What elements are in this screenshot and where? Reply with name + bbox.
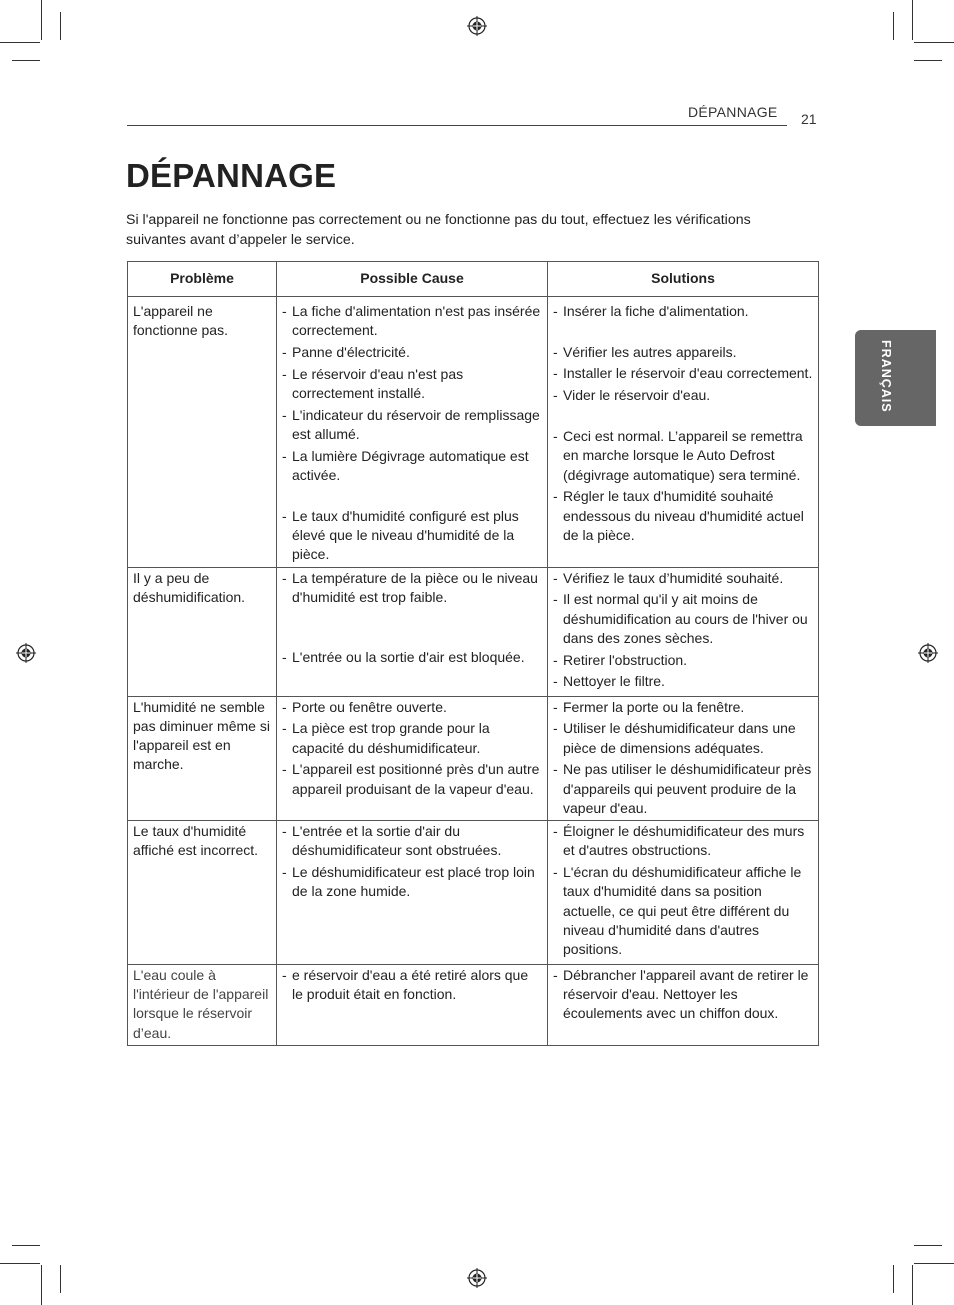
- crop-mark: [893, 1265, 894, 1293]
- crop-mark: [60, 1265, 61, 1293]
- crop-mark: [12, 60, 40, 61]
- problem-cell: Le taux d'humidité affiché est incorrect.: [128, 821, 277, 964]
- list-item: - Débrancher l'appareil avant de retirer le réservoir d'eau. Nettoyer les écoulements avec un chiffon doux.: [553, 966, 813, 1024]
- list-item: - Il est normal qu'il y ait moins de déshumidification au cours de l'hiver ou dans des zones sèches.: [553, 590, 813, 648]
- crop-mark: [893, 12, 894, 40]
- solution-cell: [548, 821, 819, 964]
- list-item: - Éloigner le déshumidificateur des murs et d'autres obstructions.: [553, 822, 813, 861]
- column-header-problem: Problème: [128, 262, 277, 297]
- crop-mark: [914, 1263, 954, 1264]
- list-item: - e réservoir d'eau a été retiré alors que le produit était en fonction.: [282, 966, 542, 1005]
- cause-cell: [277, 696, 548, 821]
- problem-cell: L'humidité ne semble pas diminuer même si l'appareil est en marche.: [128, 696, 277, 821]
- list-item: - Ne pas utiliser le déshumidificateur près d'appareils qui peuvent produire de la vapeur d'eau.: [553, 760, 813, 818]
- problem-cell: L'appareil ne fonctionne pas.: [128, 297, 277, 568]
- registration-mark-icon: [918, 643, 938, 663]
- list-item: - Insérer la fiche d'alimentation.: [553, 302, 813, 321]
- list-item: - L'indicateur du réservoir de remplissage est allumé.: [282, 406, 542, 445]
- cause-cell: [277, 297, 548, 568]
- problem-cell: L'eau coule à l'intérieur de l'appareil lorsque le réservoir d’eau.: [128, 964, 277, 1045]
- list-item: - La température de la pièce ou le niveau d'humidité est trop faible.: [282, 569, 542, 608]
- list-item: - Utiliser le déshumidificateur dans une pièce de dimensions adéquates.: [553, 719, 813, 758]
- solution-cell: [548, 297, 819, 568]
- list-item: - La lumière Dégivrage automatique est activée.: [282, 447, 542, 486]
- crop-mark: [0, 42, 40, 43]
- running-header-section: DÉPANNAGE: [688, 104, 778, 120]
- cause-cell: [277, 964, 548, 1045]
- cause-cell: [277, 821, 548, 964]
- list-item: - Vérifiez le taux d’humidité souhaité.: [553, 569, 813, 588]
- troubleshooting-table: [127, 261, 819, 1046]
- list-item: - Panne d'électricité.: [282, 343, 542, 362]
- list-item: - La fiche d'alimentation n'est pas insérée correctement.: [282, 302, 542, 341]
- list-item: - Nettoyer le filtre.: [553, 672, 813, 691]
- list-item: - Vérifier les autres appareils.: [553, 343, 813, 362]
- solution-cell: [548, 964, 819, 1045]
- list-item: - L'écran du déshumidificateur affiche le taux d'humidité dans sa position actuelle, ce qui peut être différent du niveau d'humidité dans d'autres positions.: [553, 863, 813, 959]
- table-row: [128, 567, 819, 696]
- crop-mark: [912, 0, 913, 40]
- table-row: [128, 964, 819, 1045]
- list-item: - Vider le réservoir d'eau.: [553, 386, 813, 405]
- crop-mark: [41, 0, 42, 40]
- table-row: [128, 696, 819, 821]
- list-item: - Le taux d'humidité configuré est plus élevé que le niveau d'humidité de la pièce.: [282, 507, 542, 565]
- list-item: - Fermer la porte ou la fenêtre.: [553, 698, 813, 717]
- list-item: - Installer le réservoir d'eau correctement.: [553, 364, 813, 383]
- list-item: - Porte ou fenêtre ouverte.: [282, 698, 542, 717]
- solution-cell: [548, 696, 819, 821]
- crop-mark: [914, 42, 954, 43]
- column-header-cause: Possible Cause: [277, 262, 548, 297]
- table-row: [128, 821, 819, 964]
- header-divider: [127, 125, 787, 126]
- crop-mark: [914, 1245, 942, 1246]
- crop-mark: [914, 60, 942, 61]
- crop-mark: [41, 1265, 42, 1305]
- crop-mark: [12, 1245, 40, 1246]
- column-header-solutions: Solutions: [548, 262, 819, 297]
- list-item: - Le déshumidificateur est placé trop loin de la zone humide.: [282, 863, 542, 902]
- list-item: - Régler le taux d'humidité souhaité endessous du niveau d'humidité actuel de la pièce.: [553, 487, 813, 545]
- page-title: DÉPANNAGE: [126, 157, 337, 194]
- cause-cell: [277, 567, 548, 696]
- registration-mark-icon: [16, 643, 36, 663]
- crop-mark: [60, 12, 61, 40]
- list-item: - Retirer l'obstruction.: [553, 651, 813, 670]
- list-item: - L'entrée et la sortie d'air du déshumidificateur sont obstruées.: [282, 822, 542, 861]
- list-item: - La pièce est trop grande pour la capacité du déshumidificateur.: [282, 719, 542, 758]
- page-number: 21: [801, 111, 817, 127]
- table-row: [128, 297, 819, 568]
- registration-mark-icon: [467, 1268, 487, 1288]
- crop-mark: [912, 1265, 913, 1305]
- crop-mark: [0, 1263, 40, 1264]
- list-item: - Le réservoir d'eau n'est pas correctement installé.: [282, 365, 542, 404]
- intro-paragraph: Si l'appareil ne fonctionne pas correctement ou ne fonctionne pas du tout, effectuez les vérifications suivantes avant d’appeler le service.: [126, 212, 751, 248]
- table-header-row: [128, 262, 819, 297]
- language-tab: [855, 330, 936, 426]
- language-tab-label: FRANÇAIS: [879, 340, 893, 413]
- list-item: - L'appareil est positionné près d'un autre appareil produisant de la vapeur d'eau.: [282, 760, 542, 799]
- list-item: - L'entrée ou la sortie d'air est bloquée.: [282, 648, 542, 667]
- list-item: - Ceci est normal. L’appareil se remettra en marche lorsque le Auto Defrost (dégivrage automatique) sera terminé.: [553, 427, 813, 485]
- solution-cell: [548, 567, 819, 696]
- problem-cell: Il y a peu de déshumidification.: [128, 567, 277, 696]
- registration-mark-icon: [467, 16, 487, 36]
